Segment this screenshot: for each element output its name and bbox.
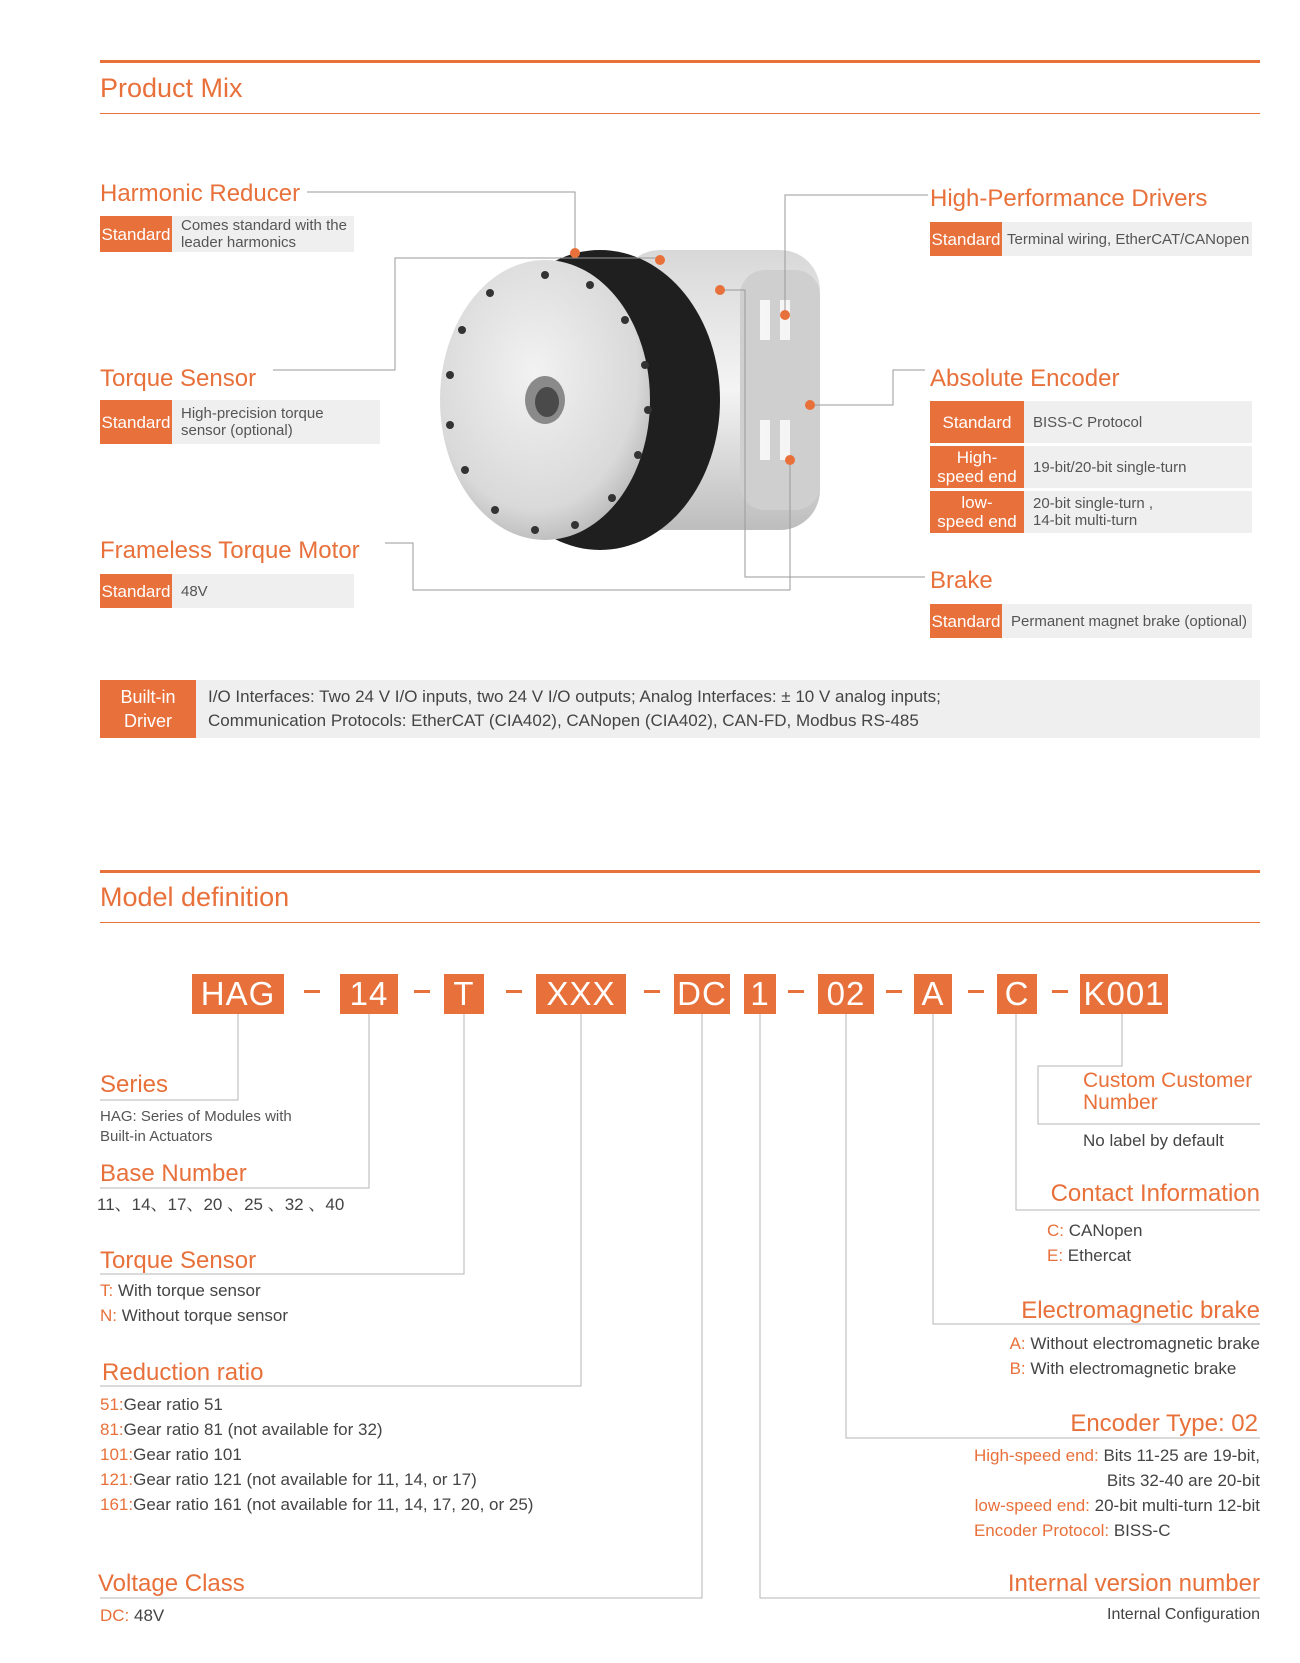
reduction-ratio-title: Reduction ratio <box>102 1359 264 1386</box>
torque-sensor-tag: Standard <box>100 400 172 444</box>
encoder-value-high-speed: 19-bit/20-bit single-turn <box>1024 446 1252 488</box>
encoder-tag-standard: Standard <box>930 401 1024 443</box>
code-torque-sensor: T <box>444 974 484 1014</box>
internal-version-title: Internal version number <box>1007 1570 1260 1597</box>
list-item: 101:Gear ratio 101 <box>100 1445 242 1464</box>
model-definition-title: Model definition <box>100 882 290 912</box>
code-brake: A <box>914 974 952 1014</box>
list-item: 161:Gear ratio 161 (not available for 11, 14, 17, 20, or 25) <box>100 1495 534 1514</box>
brake-title: Brake <box>930 567 993 594</box>
frameless-motor-tag: Standard <box>100 574 172 608</box>
frameless-motor-title: Frameless Torque Motor <box>100 537 360 564</box>
code-internal-version: 1 <box>744 974 776 1014</box>
em-brake-title: Electromagnetic brake <box>1021 1297 1260 1324</box>
list-item: 81:Gear ratio 81 (not available for 32) <box>100 1420 383 1439</box>
series-desc: HAG: Series of Modules with Built-in Actuators <box>100 1108 292 1145</box>
encoder-type-details: High-speed end: Bits 11-25 are 19-bit, Bits 32-40 are 20-bit low-speed end: 20-bit multi-turn 12-bit Encoder Protocol: BISS-C <box>973 1446 1260 1540</box>
drivers-title: High-Performance Drivers <box>930 185 1208 212</box>
internal-version-desc: Internal Configuration <box>1107 1606 1260 1623</box>
encoder-tag-high-speed: High- speed end <box>930 446 1024 488</box>
brake-tag: Standard <box>930 604 1002 638</box>
builtin-driver-desc: I/O Interfaces: Two 24 V I/O inputs, two 24 V I/O outputs; Analog Interfaces: ± 10 V analog inputs; Communication Protocols: EtherCAT (CIA402), CANopen (CIA402), CAN-FD, Modbus RS-485 <box>196 680 1260 738</box>
encoder-title: Absolute Encoder <box>930 365 1120 392</box>
torque-sensor-options: T: With torque sensor N: Without torque sensor <box>100 1281 289 1325</box>
base-number-title: Base Number <box>100 1160 247 1187</box>
encoder-tag-low-speed: low- speed end <box>930 491 1024 533</box>
code-reduction-ratio: XXX <box>536 974 626 1014</box>
harmonic-reducer-tag: Standard <box>100 216 172 252</box>
frameless-motor-desc: 48V <box>172 574 354 608</box>
code-custom-number: K001 <box>1080 974 1168 1014</box>
drivers-desc: Terminal wiring, EtherCAT/CANopen <box>1002 222 1252 256</box>
list-item: 121:Gear ratio 121 (not available for 11, 14, or 17) <box>100 1470 477 1489</box>
harmonic-reducer-desc: Comes standard with the leader harmonics <box>172 216 354 252</box>
code-encoder-type: 02 <box>818 974 874 1014</box>
base-number-values: 11、14、17、20 、25 、32 、40 <box>97 1195 345 1214</box>
brake-desc: Permanent magnet brake (optional) <box>1002 604 1252 638</box>
voltage-value: DC: 48V <box>100 1606 165 1625</box>
torque-sensor-desc: High-precision torque sensor (optional) <box>172 400 380 444</box>
drivers-tag: Standard <box>930 222 1002 256</box>
encoder-value-low-speed: 20-bit single-turn , 14-bit multi-turn <box>1024 491 1252 533</box>
em-brake-options: A: Without electromagnetic brake B: With electromagnetic brake <box>1009 1334 1260 1378</box>
code-voltage: DC <box>674 974 730 1014</box>
encoder-value-standard: BISS-C Protocol <box>1024 401 1252 443</box>
encoder-type-title: Encoder Type: 02 <box>1070 1410 1258 1437</box>
code-contact: C <box>997 974 1037 1014</box>
list-item: 51:Gear ratio 51 <box>100 1395 223 1414</box>
code-series: HAG <box>192 974 284 1014</box>
voltage-title: Voltage Class <box>98 1570 245 1597</box>
series-title: Series <box>100 1071 169 1098</box>
product-mix-title: Product Mix <box>100 73 243 103</box>
model-torque-sensor-title: Torque Sensor <box>100 1247 257 1274</box>
contact-title: Contact Information <box>1050 1180 1260 1207</box>
custom-number-title: Custom Customer Number <box>1083 1069 1253 1114</box>
custom-number-desc: No label by default <box>1083 1131 1224 1150</box>
contact-options: C: CANopen E: Ethercat <box>1047 1221 1143 1265</box>
code-base-number: 14 <box>340 974 398 1014</box>
builtin-driver-tag: Built-in Driver <box>100 680 196 738</box>
reduction-ratio-list <box>100 1392 533 1517</box>
torque-sensor-title: Torque Sensor <box>100 365 257 392</box>
harmonic-reducer-title: Harmonic Reducer <box>100 180 301 207</box>
